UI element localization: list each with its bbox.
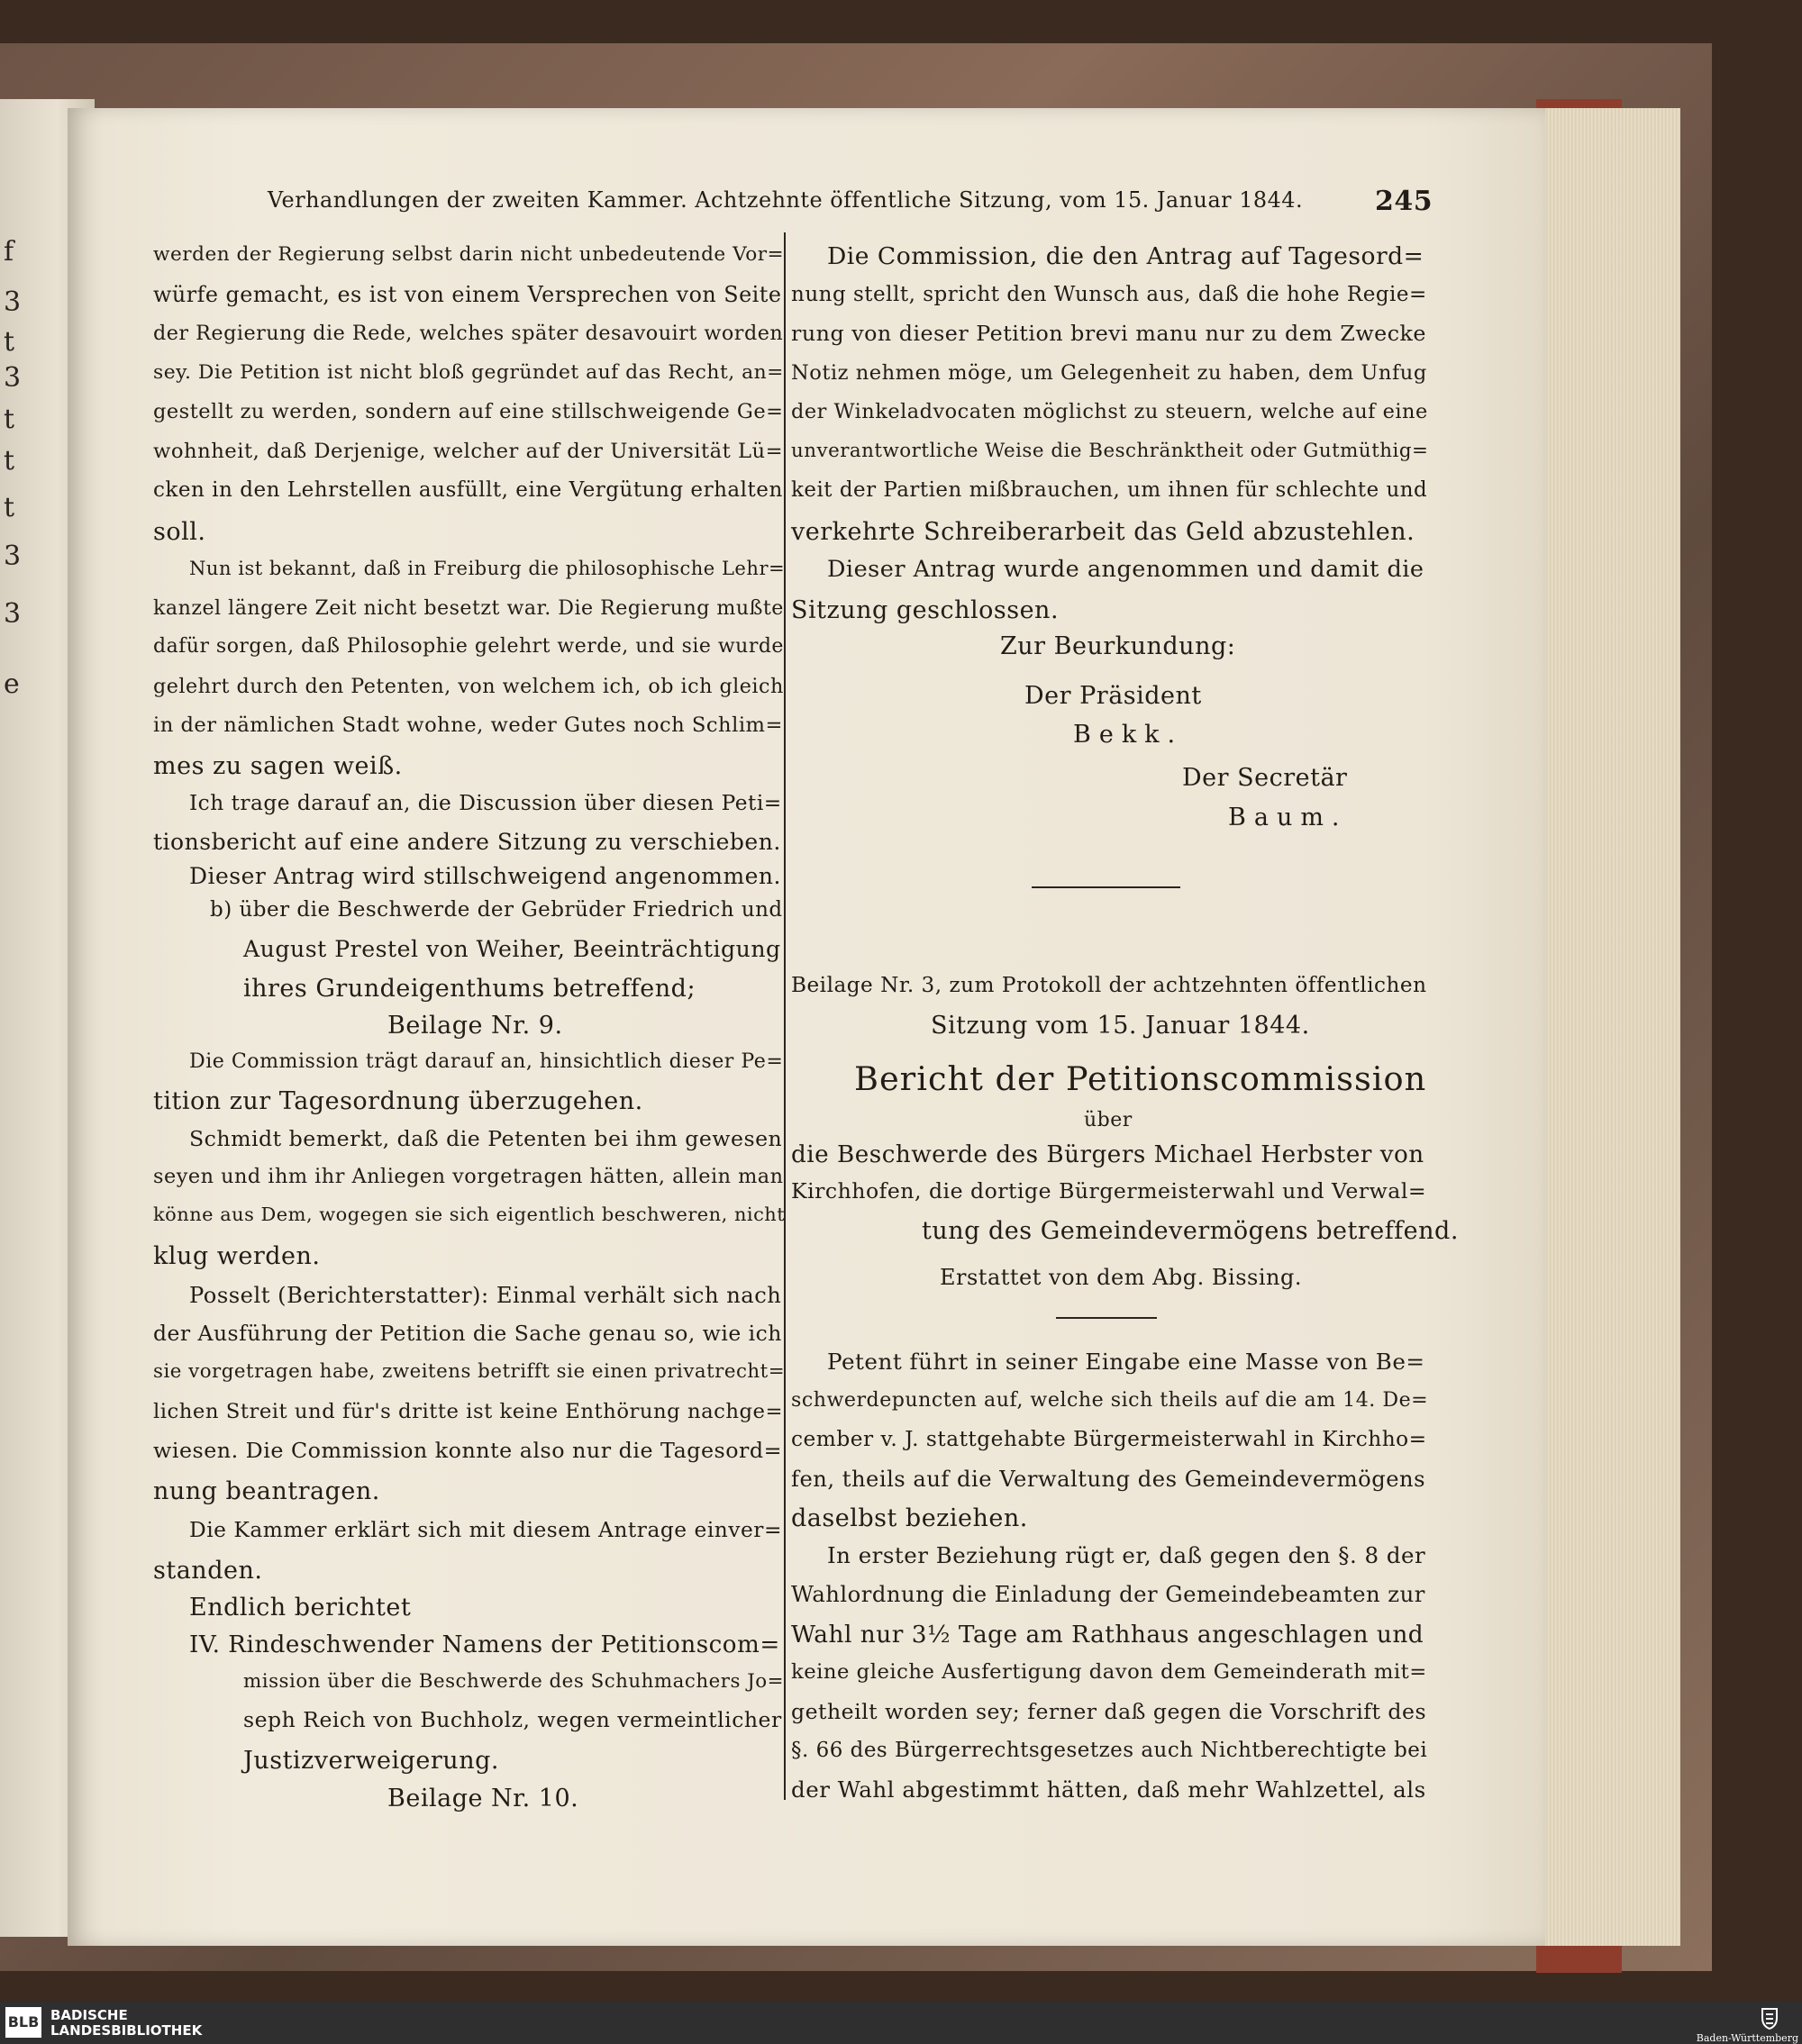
left-column-line: Die Kammer erklärt sich mit diesem Antrage einver= bbox=[189, 1517, 782, 1542]
left-column-line: Endlich berichtet bbox=[189, 1594, 412, 1622]
facing-page-letter: t bbox=[4, 492, 15, 523]
left-column-line: cken in den Lehrstellen ausfüllt, eine Vergütung erhalten bbox=[153, 478, 783, 502]
right-column-line: Die Commission, die den Antrag auf Tagesord= bbox=[827, 242, 1424, 270]
facing-page-letter: t bbox=[4, 326, 15, 358]
president-name: Bekk. bbox=[1073, 721, 1184, 749]
facing-page-letter: t bbox=[4, 404, 15, 435]
right-column-line: Wahl nur 3½ Tage am Rathhaus angeschlagen und bbox=[791, 1622, 1424, 1649]
left-column-line: lichen Streit und für's dritte ist keine Enthörung nachge= bbox=[153, 1400, 784, 1423]
column-divider bbox=[784, 232, 786, 1800]
left-column-line: IV. Rindeschwender Namens der Petitionscom= bbox=[189, 1631, 780, 1658]
left-column-line: Schmidt bemerkt, daß die Petenten bei ihm gewesen bbox=[189, 1126, 783, 1151]
report-over: über bbox=[1084, 1109, 1133, 1131]
right-column-line: rung von dieser Petition brevi manu nur zu dem Zwecke bbox=[791, 321, 1426, 346]
secretary-name: Baum. bbox=[1228, 804, 1348, 831]
left-column-line: Dieser Antrag wird stillschweigend angenommen. bbox=[189, 863, 781, 889]
left-column-line: kanzel längere Zeit nicht besetzt war. Die Regierung mußte bbox=[153, 596, 784, 620]
left-column-line: werden der Regierung selbst darin nicht unbedeutende Vor= bbox=[153, 243, 785, 266]
right-column-line: In erster Beziehung rügt er, daß gegen den §. 8 der bbox=[827, 1542, 1426, 1568]
right-column-line: nung stellt, spricht den Wunsch aus, daß die hohe Regie= bbox=[791, 283, 1427, 306]
left-column-line: wiesen. Die Commission konnte also nur die Tagesord= bbox=[153, 1438, 783, 1463]
left-column-line: der Ausführung der Petition die Sache genau so, wie ich bbox=[153, 1321, 782, 1346]
right-column-line: Sitzung geschlossen. bbox=[791, 596, 1060, 624]
left-column-line: seyen und ihm ihr Anliegen vorgetragen hätten, allein man bbox=[153, 1165, 784, 1188]
right-column-line: cember v. J. stattgehabte Bürgermeisterwahl in Kirchho= bbox=[791, 1427, 1427, 1451]
secretary-title: Der Secretär bbox=[1182, 764, 1348, 792]
page-number: 245 bbox=[1375, 186, 1433, 217]
left-column-line: tionsbericht auf eine andere Sitzung zu verschieben. bbox=[153, 829, 781, 855]
right-column-line: der Wahl abgestimmt hätten, daß mehr Wahlzettel, als bbox=[791, 1776, 1426, 1803]
right-column-line: unverantwortliche Weise die Beschränktheit oder Gutmüthig= bbox=[791, 440, 1429, 462]
left-column-line: der Regierung die Rede, welches später desavouirt worden bbox=[153, 322, 784, 345]
right-column-line: Dieser Antrag wurde angenommen und damit die bbox=[827, 556, 1424, 583]
library-name-line2: LANDESBIBLIOTHEK bbox=[50, 2022, 203, 2039]
appendix-line-2: Sitzung vom 15. Januar 1844. bbox=[931, 1012, 1310, 1040]
left-column-line: könne aus Dem, wogegen sie sich eigentlich beschweren, nicht bbox=[153, 1204, 786, 1225]
left-column-line: mission über die Beschwerde des Schuhmachers Jo= bbox=[243, 1670, 785, 1693]
left-column-line: Nun ist bekannt, daß in Freiburg die philosophische Lehr= bbox=[189, 557, 786, 579]
right-column-line: verkehrte Schreiberarbeit das Geld abzustehlen. bbox=[791, 518, 1415, 546]
left-column-line: ihres Grundeigenthums betreffend; bbox=[243, 975, 696, 1003]
appendix-line-1: Beilage Nr. 3, zum Protokoll der achtzehnten öffentlichen bbox=[791, 974, 1427, 997]
right-column-line: daselbst beziehen. bbox=[791, 1504, 1028, 1532]
facing-page-letter: 3 bbox=[4, 541, 22, 572]
right-column-line: schwerdepuncten auf, welche sich theils auf die am 14. De= bbox=[791, 1388, 1429, 1412]
right-column-line: fen, theils auf die Verwaltung des Gemeindevermögens bbox=[791, 1467, 1426, 1492]
state-label: Baden-Württemberg bbox=[1696, 2032, 1798, 2044]
facing-page-letter: 3 bbox=[4, 286, 22, 318]
running-title: Verhandlungen der zweiten Kammer. Achtzehnte öffentliche Sitzung, vom 15. Januar 1844. bbox=[268, 187, 1304, 213]
page-stack bbox=[1545, 108, 1680, 1946]
left-column-line: sie vorgetragen habe, zweitens betrifft sie einen privatrecht= bbox=[153, 1360, 786, 1383]
report-subtitle-3: tung des Gemeindevermögens betreffend. bbox=[922, 1217, 1459, 1245]
left-column-line: soll. bbox=[153, 518, 206, 546]
section-rule bbox=[1032, 886, 1180, 888]
facing-page-letter: 3 bbox=[4, 362, 22, 394]
left-column-line: gestellt zu werden, sondern auf eine stillschweigende Ge= bbox=[153, 400, 784, 423]
left-column-line: b) über die Beschwerde der Gebrüder Friedrich und bbox=[210, 898, 783, 922]
report-subtitle-2: Kirchhofen, die dortige Bürgermeisterwahl und Verwal= bbox=[791, 1178, 1427, 1204]
footer-bar bbox=[0, 2002, 1802, 2044]
left-column-line: Beilage Nr. 9. bbox=[387, 1012, 563, 1040]
left-column-line: Justizverweigerung. bbox=[243, 1747, 499, 1775]
attestation: Zur Beurkundung: bbox=[1000, 632, 1236, 660]
report-subtitle-1: die Beschwerde des Bürgers Michael Herbster von bbox=[791, 1141, 1424, 1168]
facing-page-letter: 3 bbox=[4, 598, 22, 630]
president-title: Der Präsident bbox=[1024, 682, 1202, 710]
left-column-line: Beilage Nr. 10. bbox=[387, 1785, 579, 1812]
right-column-line: §. 66 des Bürgerrechtsgesetzes auch Nichtberechtigte bei bbox=[791, 1739, 1428, 1762]
left-column-line: Die Commission trägt darauf an, hinsichtlich dieser Pe= bbox=[189, 1049, 784, 1073]
left-column-line: Posselt (Berichterstatter): Einmal verhält sich nach bbox=[189, 1283, 782, 1308]
left-column-line: würfe gemacht, es ist von einem Versprechen von Seite bbox=[153, 282, 782, 307]
left-column-line: dafür sorgen, daß Philosophie gelehrt werde, und sie wurde bbox=[153, 635, 784, 658]
reporter-line: Erstattet von dem Abg. Bissing. bbox=[940, 1265, 1302, 1290]
facing-page-letter: f bbox=[4, 236, 14, 268]
right-column-line: keit der Partien mißbrauchen, um ihnen für schlechte und bbox=[791, 478, 1428, 502]
left-column-line: sey. Die Petition ist nicht bloß gegründet auf das Recht, an= bbox=[153, 361, 784, 384]
left-column-line: mes zu sagen weiß. bbox=[153, 752, 403, 780]
left-column-line: klug werden. bbox=[153, 1242, 321, 1270]
left-column-line: gelehrt durch den Petenten, von welchem ich, ob ich gleich bbox=[153, 675, 784, 698]
report-rule bbox=[1056, 1317, 1157, 1319]
report-title: Bericht der Petitionscommission bbox=[854, 1059, 1427, 1098]
left-column-line: in der nämlichen Stadt wohne, weder Gutes noch Schlim= bbox=[153, 713, 783, 737]
left-column-line: wohnheit, daß Derjenige, welcher auf der Universität Lü= bbox=[153, 440, 784, 463]
left-column-line: seph Reich von Buchholz, wegen vermeintlicher bbox=[243, 1707, 782, 1732]
left-column-line: Ich trage darauf an, die Discussion über diesen Peti= bbox=[189, 791, 782, 815]
right-column-line: keine gleiche Ausfertigung davon dem Gemeinderath mit= bbox=[791, 1660, 1427, 1684]
left-column-line: nung beantragen. bbox=[153, 1477, 380, 1505]
facing-page-letter: t bbox=[4, 445, 15, 477]
left-column-line: tition zur Tagesordnung überzugehen. bbox=[153, 1087, 643, 1115]
right-column-line: der Winkeladvocaten möglichst zu steuern, welche auf eine bbox=[791, 400, 1428, 423]
right-column-line: Notiz nehmen möge, um Gelegenheit zu haben, dem Unfug bbox=[791, 361, 1427, 385]
right-column-line: Wahlordnung die Einladung der Gemeindebeamten zur bbox=[791, 1581, 1425, 1607]
right-column-line: Petent führt in seiner Eingabe eine Masse von Be= bbox=[827, 1349, 1425, 1375]
blb-logo[interactable]: BLB bbox=[5, 2007, 41, 2038]
facing-page-letter: e bbox=[4, 668, 20, 700]
left-column-line: August Prestel von Weiher, Beeinträchtigung bbox=[243, 936, 781, 962]
state-crest-icon bbox=[1757, 2005, 1782, 2030]
right-column-line: getheilt worden sey; ferner daß gegen die Vorschrift des bbox=[791, 1699, 1427, 1724]
left-column-line: standen. bbox=[153, 1557, 263, 1585]
library-name-line1: BADISCHE bbox=[50, 2007, 128, 2023]
